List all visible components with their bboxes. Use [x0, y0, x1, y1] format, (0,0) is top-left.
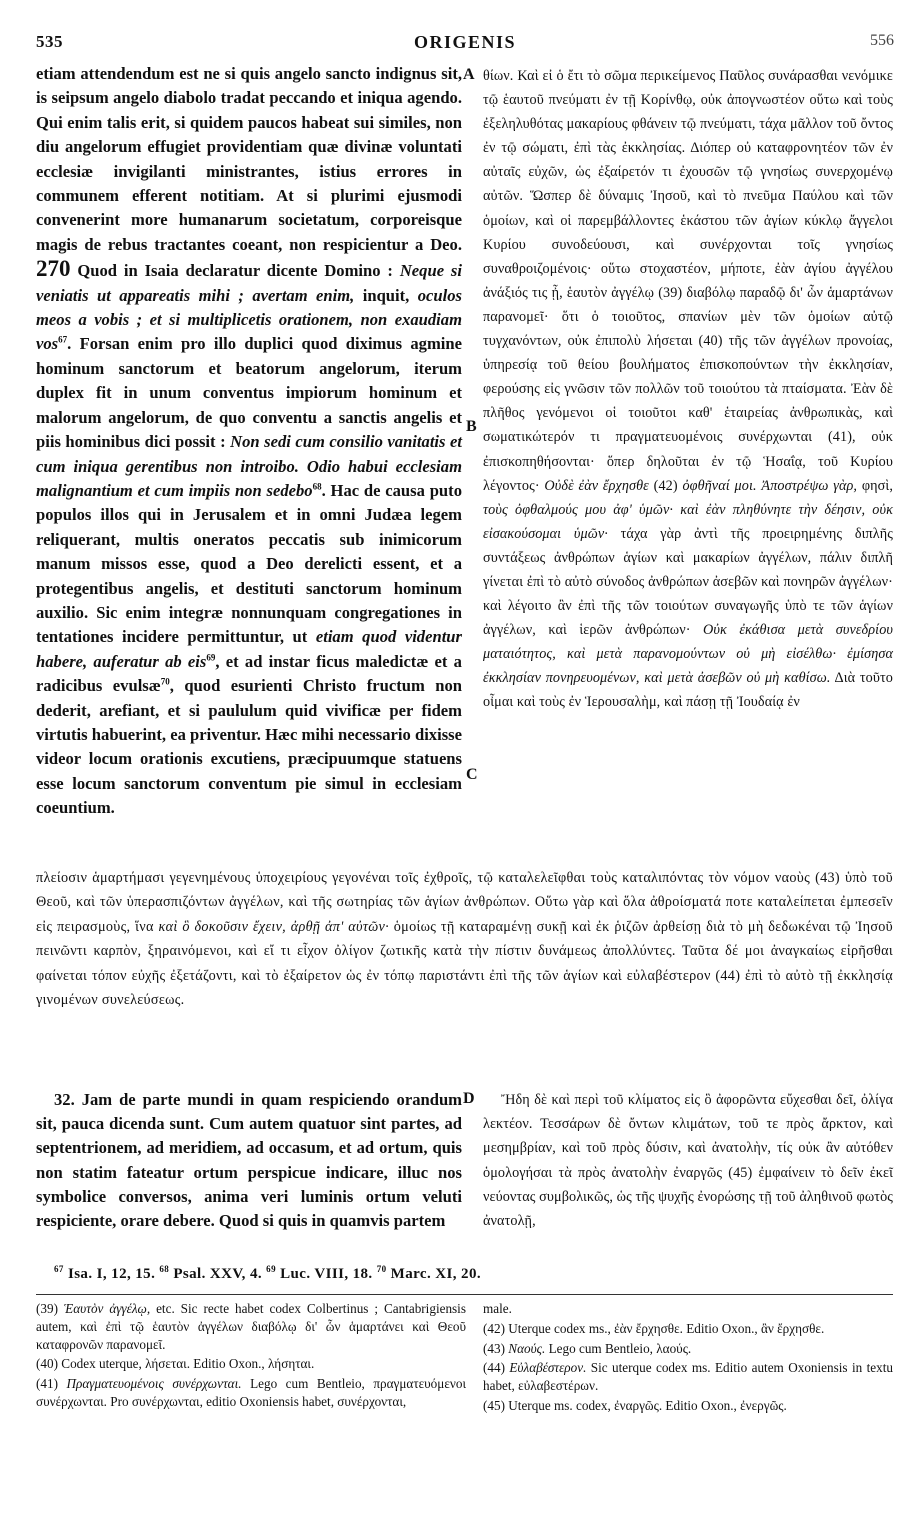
greek-paragraph-1 [483, 64, 893, 715]
margin-letter-d: D [463, 1090, 475, 1107]
latin-paragraph-1-text: etiam attendendum est ne si quis angelo sancto indignus sit, is seipsum angelo diabolo tradat peccando et iniqua agendo. Qui enim talis erit, si quidem paucos habeat sui similes, non diu angelorum effugiet providentiam quæ divinæ voluntati ecclesiæ invigilanti ministrantes, istius errores in communem efferent notitiam. At si plurimi ejusmodi convenerint more humanarum societatum, corporeisque magis de rebus tractantes coeant, non respicientur a Deo. [36, 64, 462, 254]
running-header [36, 32, 894, 58]
scripture-references-text: Psal. XXV, 4. [169, 1266, 267, 1282]
footnote [483, 1320, 893, 1338]
footnote-quotation: Ναούς. [508, 1340, 546, 1356]
margin-letter-c: C [466, 766, 478, 783]
latin-paragraph-1-text: , quod esurienti Christo fructum non dederit, arefiant, et si paululum quid vivificæ per fidem virtutis habuerint, ea priventur. Hæc mihi necessario dixisse videor locum orationis excutiens, præcipuumque statuens esse locum sanctorum conventum pie simul in ecclesiam coeuntium. [36, 676, 462, 818]
latin-paragraph-1-quotation: Non sedi cum consilio vanitatis et cum iniqua gerentibus non introibo. Odio habui ecclesiam malignantium et cum impiis non sedebo [36, 432, 462, 500]
footnote-text: etc. Sic recte habet codex Colbertinus ; Cantabrigiensis autem, καὶ ἐπὶ τῷ ἑαυτὸν ἀγγέλων διαβόλῳ δι' ὧν ἁμαρτάνει καὶ Θεοῦ καταφρονῶν παρανομεῖ. [36, 1301, 466, 1352]
footnote-quotation: Εὐλαβέστερον. [509, 1360, 587, 1376]
greek-paragraph-1-quotation: τοὺς ὀφθαλμούς μου ἀφ' ὑμῶν· καὶ ἐὰν πληθύνητε τὴν δέησιν, οὐκ εἰσακούσομαι ὑμῶν· [483, 501, 893, 542]
footnote-marker: 70 [160, 676, 170, 687]
latin-paragraph-1 [36, 62, 462, 821]
footnote-text: (41) [36, 1376, 67, 1392]
page-number-right: 556 [870, 32, 894, 49]
footnote [483, 1359, 893, 1395]
footnote-marker: 69 [206, 652, 216, 663]
greek-paragraph-1-text: (42) [648, 477, 683, 494]
scripture-references-text: Marc. XI, 20. [386, 1266, 482, 1282]
footnotes-right [483, 1300, 893, 1417]
margin-letter-b: B [466, 418, 477, 435]
section-number: 270 [36, 256, 71, 282]
footnote-marker: 68 [159, 1264, 170, 1274]
footnote-text: (39) [36, 1301, 64, 1316]
greek-fullwidth-paragraph-text: ὁμοίως τῇ καταραμένῃ συκῇ καὶ ἐκ ῥιζῶν ἀρθείσῃ διὰ τὸ μὴ δεδωκέναι τῷ Ἰησοῦ πεινῶντι καρπὸν, ξηραινόμενοι, καὶ εἴ τι εἶχον ὀλίγον ζωτικῆς κατὰ τὴν πίστιν δυνάμεως ἀπολλύντες. Ταῦτα δέ μοι ἀναγκαίως εἰρῆσθαι φαίνεται τόπον εὐχῆς ἐξετάζοντι, καὶ τὸ ἐξαίρετον ὡς ἐν τόπῳ παριστάντι ἐπὶ τῆς τῶν ἁγίων καὶ εὐλαβέστερον (44) ἐπὶ τὸ αὐτὸ τῇ ἐκκλησίᾳ γινομένων συνελεύσεως. [36, 918, 893, 1009]
greek-fullwidth-paragraph-quotation: καὶ ὃ δοκοῦσιν ἔχειν, ἀρθῇ ἀπ' αὐτῶν· [158, 918, 389, 935]
latin-column-top [36, 62, 462, 821]
footnote-text: Lego cum Bentleio, πραγματευόμενοι συνέρχωνται. Pro συνέρχωνται, editio Oxoniensis habet, συνέρχονται, [36, 1376, 466, 1409]
greek-paragraph-1-quotation: Οὐκ ἐκάθισα μετὰ συνεδρίου ματαιότητος, καὶ μετὰ παρανομούντων οὐ μὴ εἰσέλθω· ἐμίσησα ἐκκλησίαν πονηρευομένων, καὶ μετὰ ἀσεβῶν οὐ μὴ καθίσω. [483, 622, 893, 687]
greek-column-bottom [483, 1088, 893, 1233]
scripture-references-text: Luc. VIII, 18. [275, 1266, 377, 1282]
latin-paragraph-1-text: inquit, [354, 285, 418, 305]
margin-letter-a: A [463, 66, 475, 83]
footnote [36, 1355, 466, 1373]
footnote-text: (43) [483, 1340, 509, 1356]
page-number-left: 535 [36, 32, 63, 51]
footnote-text: (40) Codex uterque, λήσεται. Editio Oxon., λήσηται. [36, 1356, 315, 1372]
footnote-marker: 70 [376, 1264, 387, 1274]
footnote-text: (42) Uterque codex ms., ἐὰν ἔρχησθε. Editio Oxon., ἂν ἔρχησθε. [483, 1320, 825, 1336]
greek-paragraph-1-text: φησὶ, [857, 477, 893, 494]
footnote-quotation: Πραγματευομένοις συνέρχωνται. [66, 1376, 242, 1392]
latin-paragraph-1-text: . Hac de causa puto populos illos qui in Jerusalem et in omni Judæa legem reliquerant, multis oneratos peccatis sub inimicorum manum missos esse, quod a Deo derelicti essent, et a protegentibus angelis, et destituti sanctorum hominum auxilio. Sic enim integræ nonnunquam congregationes in tentationes incidere permittuntur, ut [36, 480, 462, 647]
footnote [36, 1300, 466, 1353]
footnote-marker: 67 [58, 334, 68, 345]
footnote [483, 1340, 893, 1358]
scripture-references-text: Isa. I, 12, 15. [63, 1266, 160, 1282]
footnote-marker: 68 [312, 481, 322, 492]
greek-column-top [483, 64, 893, 715]
greek-paragraph-1-quotation: ὀφθῆναί μοι. Ἀποστρέψω γὰρ, [682, 477, 858, 494]
footnote [483, 1300, 893, 1318]
greek-fullwidth-paragraph-text: πλείοσιν ἁμαρτήμασι γεγενημένους ὑποχειρίους γεγονέναι τοῖς ἐχθροῖς, τῷ καταλελεῖφθαι τοὺς καταλιπόντας τὸν νόμον ναοὺς (43) ὑπὸ τοῦ Θεοῦ, καὶ τῶν ὑπερασπιζόντων ἀγγέλων, καὶ τῆς σωτηρίας τῶν ἁγίων ἀνθρώπων. Οὕτω γὰρ καὶ ὅλα ἀθροίσματά ποτε καταλείπεται ἐμπεσεῖν εἰς πειρασμοὺς, ἵνα [36, 870, 893, 935]
greek-paragraph-bottom: Ἤδη δὲ καὶ περὶ τοῦ κλίματος εἰς ὃ ἀφορῶντα εὔχεσθαι δεῖ, ὀλίγα λεκτέον. Τεσσάρων δὲ ὄντων κλιμάτων, τοῦ τε πρὸς ἄρκτον, καὶ μεσημβρίαν, καὶ τοῦ πρὸς δύσιν, καὶ ἀνατολὴν, τίς οὐκ ἂν αὐτόθεν ὁμολογήσαι τὰ πρὸς ἀνατολὴν ἐναργῶς (45) ἐμφαίνειν τὸ δεῖν ἐκεῖ νεύοντας συμβολικῶς, ὡς τῆς ψυχῆς ἐνορώσης τῇ τοῦ ἀληθινοῦ φωτὸς ἀνατολῇ, [483, 1092, 893, 1230]
latin-paragraph-32: 32. Jam de parte mundi in quam respiciendo orandum sit, pauca dicenda sunt. Cum autem quatuor sint partes, ad septentrionem, ad meridiem, ad occasum, et ad ortum, quis non statim fateatur ortum perspicue indicare, illuc nos symbolice conversos, anima veri luminis ortum veluti respiciente, orare debere. Quod si quis in quamvis partem [36, 1090, 462, 1231]
latin-paragraph-1-quotation: etiam quod videntur habere, auferatur ab eis [36, 627, 462, 671]
footnote-divider [36, 1294, 893, 1295]
greek-paragraph-1-text: τάχα γὰρ ἀντὶ τῆς προειρημένης διπλῆς συντάξεως ἀνθρώπων ἁγίων καὶ μακαρίων ἀγγέλων, πάλιν διπλῆ γίνεται ἐπὶ τὸ αὐτὸ σύνοδος ἀνθρώπων ἀσεβῶν καὶ πονηρῶν ἀγγέλων· καὶ λέγοιτο ἂν ἐπὶ τῆς τῶν τοιούτων συναγωγῆς ὑπὸ τε τῶν ἁγίων ἀγγέλων, καὶ ἱερῶν ἀνθρώπων· [483, 525, 893, 639]
latin-paragraph-1-quotation: Neque si veniatis ut appareatis mihi ; avertam enim, [36, 261, 462, 305]
page-title: ORIGENIS [413, 32, 517, 52]
latin-paragraph-1-text: Quod in Isaia declaratur dicente Domino : [70, 261, 400, 281]
greek-fullwidth-block [36, 866, 893, 1012]
footnote-text: (44) [483, 1360, 510, 1376]
latin-paragraph-1-text: . Forsan enim pro illo duplici quod diximus agmine hominum sanctorum et beatorum angelorum, iterum duplex fit in unum conventus impiorum hominum et malorum angelorum, de quo conventu a sanctis angelis et piis hominibus dici possit : [36, 334, 462, 452]
scripture-references [54, 1266, 854, 1283]
footnote-text: Sic uterque codex ms. Editio autem Oxoniensis in textu habet, εὐλαβεστέρων. [483, 1360, 893, 1394]
latin-paragraph-1-text: , et ad instar ficus maledictæ et a radicibus evulsæ [36, 651, 462, 696]
footnote [483, 1397, 893, 1415]
footnote-text: male. [483, 1301, 512, 1316]
footnote [36, 1375, 466, 1411]
footnote-marker: 69 [266, 1264, 276, 1274]
latin-paragraph-1-quotation: oculos meos a vobis ; et si multiplicetis orationem, non exaudiam vos [36, 285, 462, 354]
latin-column-bottom [36, 1088, 462, 1233]
footnote-quotation: Ἑαυτὸν ἀγγέλῳ, [63, 1301, 151, 1316]
footnotes-left [36, 1300, 466, 1413]
footnote-text: (45) Uterque ms. codex, ἐναργῶς. Editio Oxon., ἐνεργῶς. [483, 1397, 787, 1413]
greek-paragraph-1-text: Διὰ τοῦτο οἶμαι καὶ τοὺς ἐν Ἱερουσαλὴμ, καὶ πάσῃ τῇ Ἰουδαίᾳ ἐν [483, 670, 893, 711]
greek-paragraph-1-text: θίων. Καὶ εἰ ὁ ἔτι τὸ σῶμα περικείμενος Παῦλος συνάρασθαι νενόμικε τῷ ἑαυτοῦ πνεύματι ἐν τῇ Κορίνθῳ, οὐκ ἀπογνωστέον οὕτω καὶ τοὺς ἐξεληλυθότας μακαρίους φθάνειν τῷ πνεύματι, τάχα μᾶλλον τοῦ ὄντος ἐν τῷ σώματι, ἐπὶ τὰς ἐκκλησίας. Διόπερ οὐ καταφρονητέον τῶν ἐν αὐταῖς εὐχῶν, ὡς ἐξαίρετόν τι ἐχουσῶν τῷ γνησίως συνερχομένῳ αὐτῶν. Ὥσπερ δὲ δύναμις Ἰησοῦ, καὶ τὸ πνεῦμα Παύλου καὶ τῶν ὁμοίων, καὶ οἱ παρεμβάλλοντες ἑκάστου τῶν ἁγίων κύκλῳ ἄγγελοι Κυρίου συνοδεύουσι, καὶ συνέρχονται τοῖς γνησίως συναθροιζομένοις· οὕτω στοχαστέον, μήποτε, ἐὰν ἁγίου ἀγγέλου ἀνάξιός τις ᾖ, ἑαυτὸν ἀγγέλῳ (39) διαβόλῳ παραδῷ δι' ὧν ἁμαρτάνων παρανομεῖ· ὅτι ὁ τοιοῦτος, σπανίων μὲν τῶν ὁμοίων αὐτῷ τυγχανόντων, οὐκ ἐπιπολὺ λήσεται (40) τῆς τῶν ἀγγέλων προνοίας, ὑπηρεσίᾳ τοῦ θείου βουλήματος ἐπισκοπούντων τὴν ἐκκλησίαν, φερούσης εἰς γνῶσιν τῶν πολλῶν τοῦ τοιούτου τὰ πταίσματα. Ἐὰν δὲ πλῆθος γενόμενοι οἱ τοιοῦτοι καθ' ἑταιρείας ἀνθρωπικὰς, καὶ σωματικώτερόν τι πραγματευομένοις συνέρχωνται (41), οὐκ ἐπισκοπηθήσονται· ὅπερ δηλοῦται ἐν τῷ Ἡσαΐᾳ, τοῦ Κυρίου λέγοντος· [483, 68, 893, 494]
greek-fullwidth-paragraph [36, 866, 893, 1012]
greek-paragraph-1-quotation: Οὐδὲ ἐὰν ἔρχησθε [544, 477, 649, 494]
footnote-text: Lego cum Bentleio, λαούς. [545, 1340, 692, 1356]
footnote-marker: 67 [54, 1264, 64, 1274]
